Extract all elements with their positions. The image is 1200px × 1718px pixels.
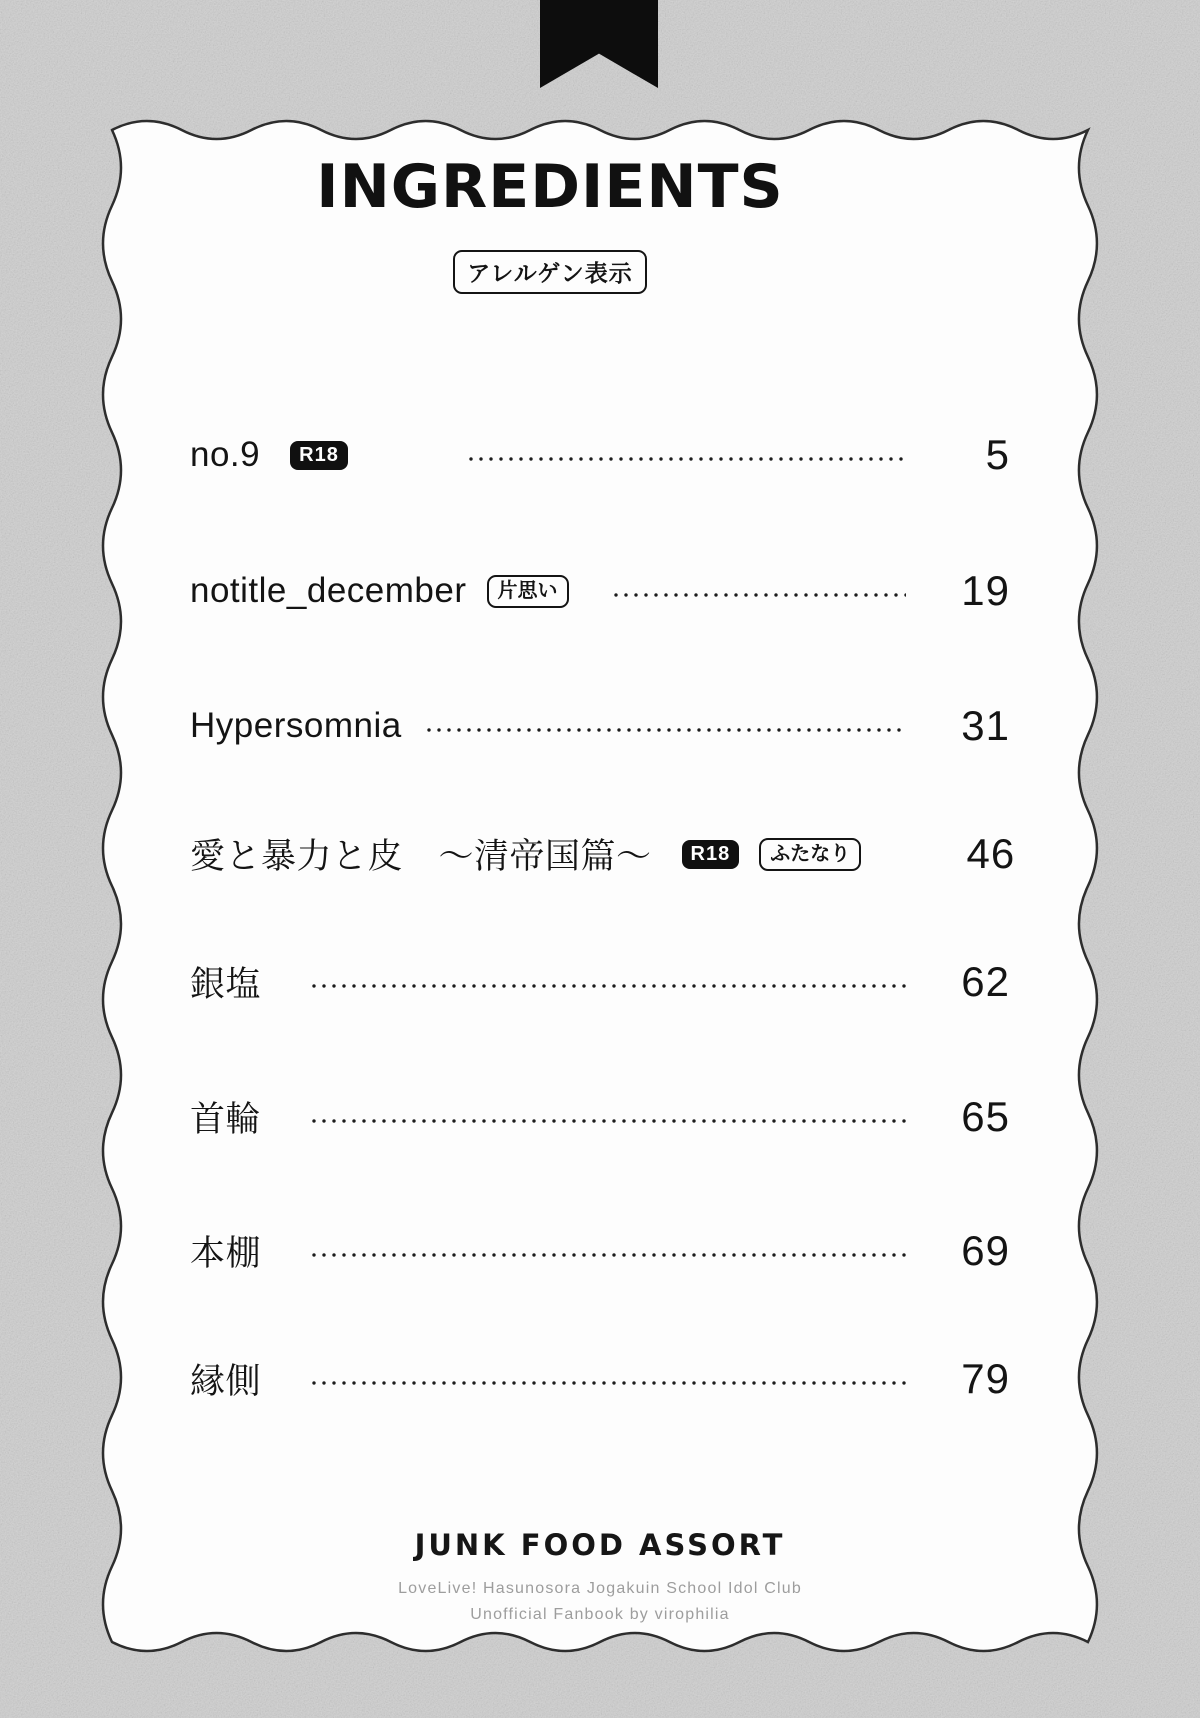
toc-entry-page: 46	[966, 830, 1016, 877]
toc-entry-title: 本棚	[190, 1234, 262, 1273]
card-wavy-outline	[103, 121, 1097, 1651]
dot-leader	[424, 727, 906, 733]
toc-entry-title: no.9	[190, 435, 261, 474]
toc-row	[190, 1220, 1010, 1282]
toc-entry-page: 69	[961, 1227, 1010, 1274]
toc-row	[190, 695, 1010, 757]
book-title: JUNK FOOD ASSORT	[414, 1528, 786, 1562]
toc-entry-title: 銀塩	[190, 965, 262, 1004]
r18-badge: R18	[682, 840, 740, 869]
dot-leader	[466, 456, 906, 462]
toc-entry-page: 65	[961, 1093, 1010, 1140]
toc-row	[190, 1086, 1010, 1148]
toc-entry-page: 79	[961, 1355, 1010, 1402]
toc-entry-title: Hypersomnia	[190, 706, 402, 745]
dot-leader	[309, 1380, 906, 1386]
dot-leader	[309, 983, 906, 989]
toc-entry-page: 31	[961, 702, 1010, 749]
toc-row	[190, 951, 1010, 1013]
footer	[105, 1528, 1095, 1627]
r18-badge: R18	[290, 441, 348, 470]
toc-entry-title: 首輪	[190, 1100, 262, 1139]
toc-entry-title: 縁側	[190, 1362, 262, 1401]
toc-row	[190, 1348, 1010, 1410]
genre-tag-badge: ふたなり	[759, 838, 861, 871]
dot-leader	[611, 592, 907, 598]
footer-credit-line: Unofficial Fanbook by virophilia	[470, 1605, 730, 1623]
footer-series-line: LoveLive! Hasunosora Jogakuin School Idol Club	[398, 1580, 802, 1597]
allergen-tag-wrap	[150, 250, 950, 294]
toc-entry-title: notitle_december	[190, 571, 467, 610]
toc-entry-title: 愛と暴力と皮 ～清帝国篇～	[190, 837, 652, 876]
toc-entry-page: 19	[961, 567, 1010, 614]
toc-row	[190, 560, 1010, 622]
toc-row	[190, 823, 1016, 885]
allergen-label-badge: アレルゲン表示	[453, 250, 647, 294]
dot-leader	[309, 1252, 906, 1258]
toc-entry-page: 62	[961, 958, 1010, 1005]
genre-tag-badge: 片思い	[487, 575, 569, 608]
toc-row	[190, 424, 1010, 486]
toc-entry-page: 5	[985, 431, 1010, 478]
dot-leader	[309, 1118, 906, 1124]
page-title: INGREDIENTS	[316, 152, 784, 222]
